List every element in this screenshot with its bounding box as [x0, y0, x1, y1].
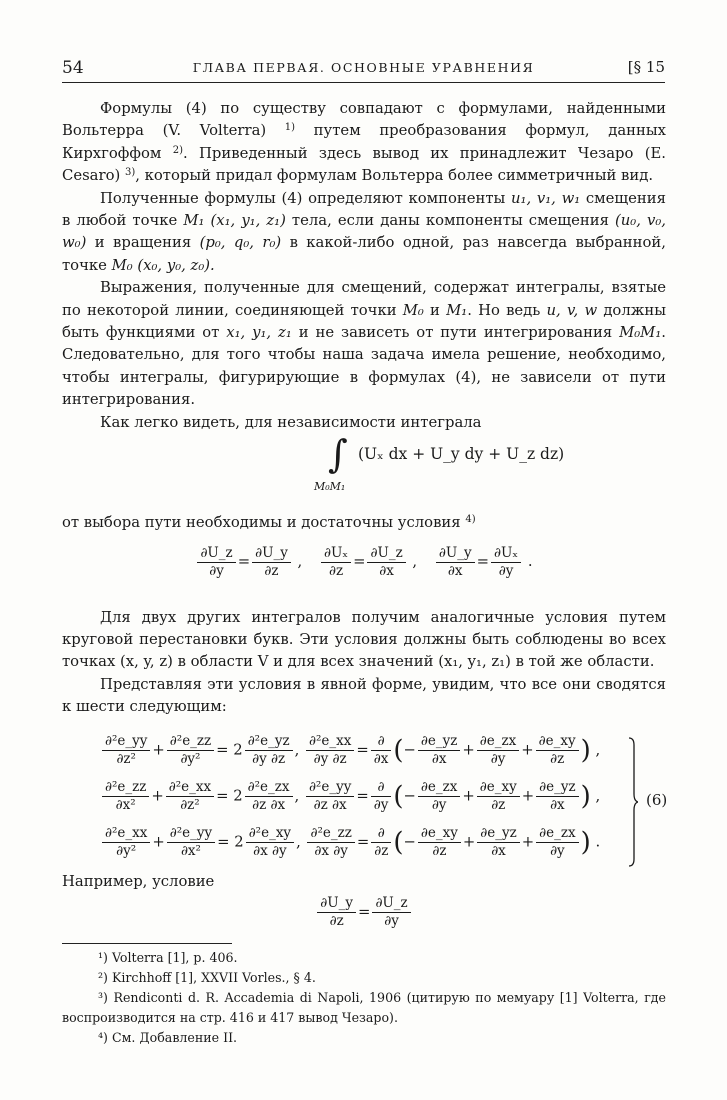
equation-number: (6)	[646, 790, 668, 809]
compatibility-equations	[62, 733, 666, 871]
equation-line: $\frac{\text{∂²e\_yy}}{\text{∂z²}}$ + $\frac{\text{∂²e\_zz}}{\text{∂y²}}$ = 2 $\frac{\text{∂²e\_yz}}{\partial y \partial z}$ , $\frac{\text{∂²e\_xx}}{\partial y \partial z}$ = $\frac{\partial}{\partial x}$ (− $\frac{\partial e\_yz}{\partial x}$ + $\frac{\partial e\_zx}{\partial y}$ + $\frac{\partial e\_xy}{\partial z}$ ) ,	[100, 733, 600, 768]
running-title: ГЛАВА ПЕРВАЯ. ОСНОВНЫЕ УРАВНЕНИЯ	[192, 60, 535, 75]
curly-brace	[628, 737, 638, 867]
footnote-rule	[62, 943, 232, 944]
footnote: ¹) Volterra [1], p. 406.	[98, 950, 238, 965]
page-header	[62, 58, 665, 80]
paragraph-5: от выбора пути необходимы и достаточны условия $^{4)}$	[62, 514, 476, 532]
paragraph-6: Для двух других интегралов получим аналогичные условия путем круговой перестановки букв. Эти условия должны быть соблюдены во всех точках (x, y, z) в области V и для всех значений (x₁, y₁, z₁) в той же области.	[62, 608, 666, 671]
integrability-conditions	[62, 535, 666, 607]
integral-formula	[62, 434, 666, 512]
integral-limits: M₀M₁	[314, 480, 346, 494]
footnote: ³) Rendiconti d. R. Accademia di Napoli, 1906 (цитирую по мемуару [1] Volterra, где воспроизводится на стр. 416 и 417 вывод Чезаро).	[62, 990, 666, 1025]
condition: $\frac{\partial U\_y}{\partial x}$ = $\frac{\text{∂Uₓ}}{\partial y}$ .	[434, 553, 533, 570]
integrand: (Uₓ dx + U_y dy + U_z dz)	[358, 445, 565, 464]
equation-line: $\frac{\text{∂²e\_zz}}{\text{∂x²}}$ + $\frac{\text{∂²e\_xx}}{\text{∂z²}}$ = 2 $\frac{\text{∂²e\_zx}}{\partial z \partial x}$ , $\frac{\text{∂²e\_yy}}{\partial z \partial x}$ = $\frac{\partial}{\partial y}$ (− $\frac{\partial e\_zx}{\partial y}$ + $\frac{\partial e\_xy}{\partial z}$ + $\frac{\partial e\_yz}{\partial x}$ ) ,	[100, 779, 600, 814]
section-marker: [§ 15	[627, 58, 665, 76]
main-text	[62, 98, 666, 935]
footnote: ²) Kirchhoff [1], XXVII Vorles., § 4.	[98, 970, 316, 985]
paragraph-3: Выражения, полученные для смещений, содержат интегралы, взятые по некоторой линии, соединяющей точки M₀ и M₁. Но ведь u, v, w должны быть функциями от x₁, y₁, z₁ и не зависеть от пути интегрирования M₀M₁. Следовательно, для того чтобы наша задача имела решение, необходимо, чтобы интегралы, фигурирующие в формулах (4), не зависели от пути интегрирования.	[62, 279, 666, 409]
footnote: ⁴) См. Добавление II.	[98, 1030, 238, 1045]
equation-line: $\frac{\text{∂²e\_xx}}{\text{∂y²}}$ + $\frac{\text{∂²e\_yy}}{\text{∂x²}}$ = 2 $\frac{\text{∂²e\_xy}}{\partial x \partial y}$ , $\frac{\text{∂²e\_zz}}{\partial x \partial y}$ = $\frac{\partial}{\partial z}$ (− $\frac{\partial e\_xy}{\partial z}$ + $\frac{\partial e\_yz}{\partial x}$ + $\frac{\partial e\_zx}{\partial y}$ ) .	[100, 825, 600, 860]
footnote-ref: 1)	[284, 122, 296, 134]
paragraph-2: Полученные формулы (4) определяют компоненты u₁, v₁, w₁ смещения в любой точке M₁ (x₁, y₁, z₁) тела, если даны компоненты смещения (u₀, v₀, w₀) и вращения (p₀, q₀, r₀) в какой-либо одной, раз навсегда выбранной, точке M₀ (x₀, y₀, z₀).	[62, 189, 666, 274]
paragraph-7: Представляя эти условия в явной форме, увидим, что все они сводятся к шести следующим:	[62, 675, 666, 716]
page-number: 54	[62, 58, 84, 78]
condition: $\frac{\partial U\_z}{\partial y}$ = $\frac{\partial U\_y}{\partial z}$ ,	[195, 553, 302, 570]
footnote-ref: 4)	[465, 514, 476, 526]
paragraph-4: Как легко видеть, для независимости интеграла	[100, 413, 482, 431]
header-rule	[62, 82, 665, 83]
footnote-ref: 3)	[124, 167, 136, 179]
condition: $\frac{\text{∂Uₓ}}{\partial z}$ = $\frac{\partial U\_z}{\partial x}$ ,	[319, 553, 417, 570]
paragraph-8: Например, условие	[62, 872, 215, 890]
footnotes	[62, 948, 666, 1048]
integral-sign: ∫	[328, 432, 348, 477]
footnote-ref: 2)	[172, 144, 183, 156]
paragraph-1: Формулы (4) по существу совпадают с формулами, найденными Вольтерра (V. Volterra) $^{1)}$ путем преобразования формул, данных Кирхгоффом $^{2)}$. Приведенный здесь вывод их принадлежит Чезаро (E. Cesaro) $^{3)}$, который придал формулам Вольтерра более симметричный вид.	[62, 100, 667, 185]
example-condition: $\frac{\partial U\_y}{\partial z}$ = $\frac{\partial U\_z}{\partial y}$	[62, 893, 666, 935]
